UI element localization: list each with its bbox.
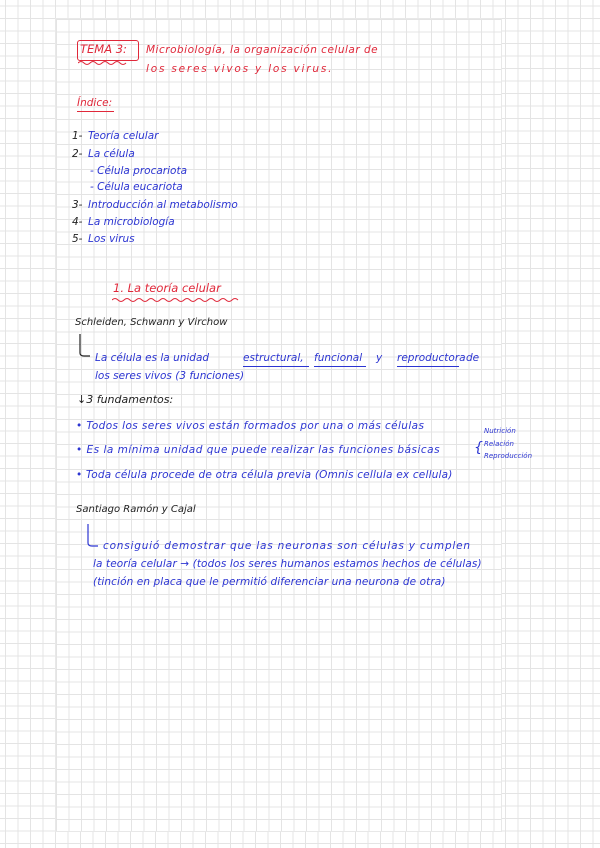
reproductora-underline [397,366,459,367]
function-relacion: Relación [484,440,514,448]
bullet-1: • Todos los seres vivos están formados por una o más células [76,420,425,432]
cajal-line-3: (tinción en placa que le permitió diferenciar una neurona de otra) [93,576,446,588]
definition-line2: los seres vivos (3 funciones) [95,370,245,382]
cajal-line-1: consiguió demostrar que las neuronas son células y cumplen [103,540,471,552]
index-num-4: 4- [72,216,83,228]
index-item-2a: - Célula procariota [90,165,188,177]
function-nutricion: Nutrición [484,427,516,435]
estructural-underline [243,366,309,367]
funcional-underline [314,366,366,367]
function-reproduccion: Reproducción [484,452,533,460]
corner-arrow-icon [77,333,93,359]
index-item-1: Teoría celular [88,130,159,142]
bullet-3: • Toda célula procede de otra célula previa (Omnis cellula ex cellula) [76,469,453,481]
authors-2: Santiago Ramón y Cajal [76,504,196,515]
tema-underline [78,60,128,66]
definition-estructural: estructural, [243,352,304,364]
definition-de: de [466,352,480,364]
index-num-3: 3- [72,199,83,211]
index-item-5: Los virus [88,233,135,245]
definition-y: y [376,352,383,364]
index-num-5: 5- [72,233,83,245]
index-item-2: La célula [88,148,135,160]
index-num-1: 1- [72,130,83,142]
index-item-4: La microbiología [88,216,175,228]
definition-reproductora: reproductora [397,352,466,364]
index-heading: Índice: [77,97,113,109]
page-title-line1: Microbiología, la organización celular de [146,44,379,56]
index-underline [77,111,114,112]
section-heading-underline [112,297,242,303]
index-num-2: 2- [72,148,83,160]
page-title-line2: los seres vivos y los virus. [146,63,334,75]
section-heading: 1. La teoría celular [113,281,221,295]
index-item-2b: - Célula eucariota [90,181,183,193]
definition-part-a: La célula es la unidad [95,352,210,364]
cajal-line-2: la teoría celular → (todos los seres humanos estamos hechos de células) [93,558,482,570]
authors-1: Schleiden, Schwann y Virchow [75,317,228,328]
brace-icon: { [474,440,483,456]
bullet-2: • Es la mínima unidad que puede realizar las funciones básicas [76,444,441,456]
fundamentos-label: ↓3 fundamentos: [77,393,174,406]
corner-arrow-icon-2 [85,523,101,549]
tema-label: TEMA 3: [80,42,127,56]
index-item-3: Introducción al metabolismo [88,199,238,211]
definition-funcional: funcional [314,352,363,364]
